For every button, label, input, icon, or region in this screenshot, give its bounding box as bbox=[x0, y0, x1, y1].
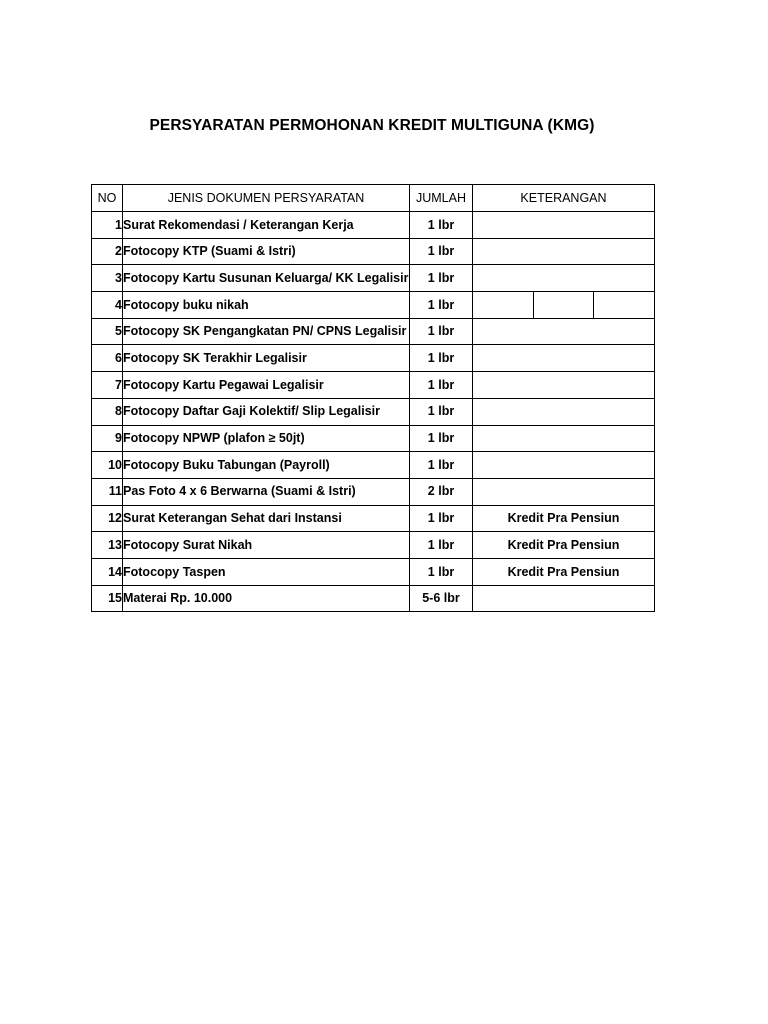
row-no: 14 bbox=[92, 558, 123, 585]
row-quantity: 2 lbr bbox=[410, 478, 473, 505]
row-no: 1 bbox=[92, 212, 123, 239]
row-no: 9 bbox=[92, 425, 123, 452]
row-remarks: Kredit Pra Pensiun bbox=[473, 505, 655, 532]
row-remarks bbox=[473, 452, 655, 479]
row-no: 4 bbox=[92, 292, 123, 319]
row-document: Fotocopy Buku Tabungan (Payroll) bbox=[123, 452, 410, 479]
table-row bbox=[92, 398, 655, 425]
row-document: Fotocopy Daftar Gaji Kolektif/ Slip Legalisir bbox=[123, 398, 410, 425]
row-document: Fotocopy buku nikah bbox=[123, 292, 410, 319]
row-quantity: 1 lbr bbox=[410, 452, 473, 479]
row-quantity: 1 lbr bbox=[410, 292, 473, 319]
row-no: 7 bbox=[92, 372, 123, 399]
header-no: NO bbox=[92, 185, 123, 212]
table-row bbox=[92, 558, 655, 585]
header-remarks: KETERANGAN bbox=[473, 185, 655, 212]
cell-divider bbox=[593, 292, 594, 318]
row-remarks bbox=[473, 372, 655, 399]
row-document: Fotocopy Kartu Pegawai Legalisir bbox=[123, 372, 410, 399]
table-row bbox=[92, 478, 655, 505]
table-row bbox=[92, 505, 655, 532]
header-quantity: JUMLAH bbox=[410, 185, 473, 212]
row-remarks bbox=[473, 478, 655, 505]
row-document: Pas Foto 4 x 6 Berwarna (Suami & Istri) bbox=[123, 478, 410, 505]
row-remarks: Kredit Pra Pensiun bbox=[473, 558, 655, 585]
row-document: Fotocopy SK Pengangkatan PN/ CPNS Legalisir bbox=[123, 318, 410, 345]
row-no: 13 bbox=[92, 532, 123, 559]
row-remarks bbox=[473, 585, 655, 612]
row-quantity: 1 lbr bbox=[410, 265, 473, 292]
row-no: 10 bbox=[92, 452, 123, 479]
row-remarks bbox=[473, 265, 655, 292]
row-quantity: 1 lbr bbox=[410, 532, 473, 559]
row-document: Fotocopy Kartu Susunan Keluarga/ KK Legalisir bbox=[123, 265, 410, 292]
row-quantity: 1 lbr bbox=[410, 558, 473, 585]
requirements-table bbox=[91, 184, 655, 612]
table-row bbox=[92, 372, 655, 399]
row-remarks bbox=[473, 238, 655, 265]
cell-divider bbox=[533, 292, 534, 318]
table-row bbox=[92, 585, 655, 612]
table-row bbox=[92, 212, 655, 239]
row-document: Materai Rp. 10.000 bbox=[123, 585, 410, 612]
table-row bbox=[92, 452, 655, 479]
row-quantity: 1 lbr bbox=[410, 345, 473, 372]
row-no: 3 bbox=[92, 265, 123, 292]
row-no: 12 bbox=[92, 505, 123, 532]
row-quantity: 1 lbr bbox=[410, 318, 473, 345]
row-remarks bbox=[473, 425, 655, 452]
row-quantity: 1 lbr bbox=[410, 372, 473, 399]
row-document: Fotocopy Surat Nikah bbox=[123, 532, 410, 559]
row-quantity: 1 lbr bbox=[410, 505, 473, 532]
table-row bbox=[92, 345, 655, 372]
table-row bbox=[92, 318, 655, 345]
row-document: Surat Rekomendasi / Keterangan Kerja bbox=[123, 212, 410, 239]
row-remarks bbox=[473, 292, 655, 319]
table-row bbox=[92, 265, 655, 292]
row-document: Surat Keterangan Sehat dari Instansi bbox=[123, 505, 410, 532]
table-row bbox=[92, 532, 655, 559]
row-no: 2 bbox=[92, 238, 123, 265]
document-title: PERSYARATAN PERMOHONAN KREDIT MULTIGUNA (KMG) bbox=[149, 117, 595, 134]
row-document: Fotocopy KTP (Suami & Istri) bbox=[123, 238, 410, 265]
row-no: 11 bbox=[92, 478, 123, 505]
row-remarks bbox=[473, 318, 655, 345]
row-remarks bbox=[473, 345, 655, 372]
header-document: JENIS DOKUMEN PERSYARATAN bbox=[123, 185, 410, 212]
table-header-row bbox=[92, 185, 655, 212]
row-remarks bbox=[473, 398, 655, 425]
row-document: Fotocopy SK Terakhir Legalisir bbox=[123, 345, 410, 372]
row-document: Fotocopy NPWP (plafon ≥ 50jt) bbox=[123, 425, 410, 452]
table-row bbox=[92, 238, 655, 265]
row-remarks bbox=[473, 212, 655, 239]
table-row bbox=[92, 292, 655, 319]
row-quantity: 1 lbr bbox=[410, 398, 473, 425]
row-document: Fotocopy Taspen bbox=[123, 558, 410, 585]
table-row bbox=[92, 425, 655, 452]
row-remarks: Kredit Pra Pensiun bbox=[473, 532, 655, 559]
row-no: 8 bbox=[92, 398, 123, 425]
row-quantity: 1 lbr bbox=[410, 212, 473, 239]
row-quantity: 1 lbr bbox=[410, 238, 473, 265]
row-no: 5 bbox=[92, 318, 123, 345]
row-no: 15 bbox=[92, 585, 123, 612]
row-quantity: 5-6 lbr bbox=[410, 585, 473, 612]
row-no: 6 bbox=[92, 345, 123, 372]
row-quantity: 1 lbr bbox=[410, 425, 473, 452]
